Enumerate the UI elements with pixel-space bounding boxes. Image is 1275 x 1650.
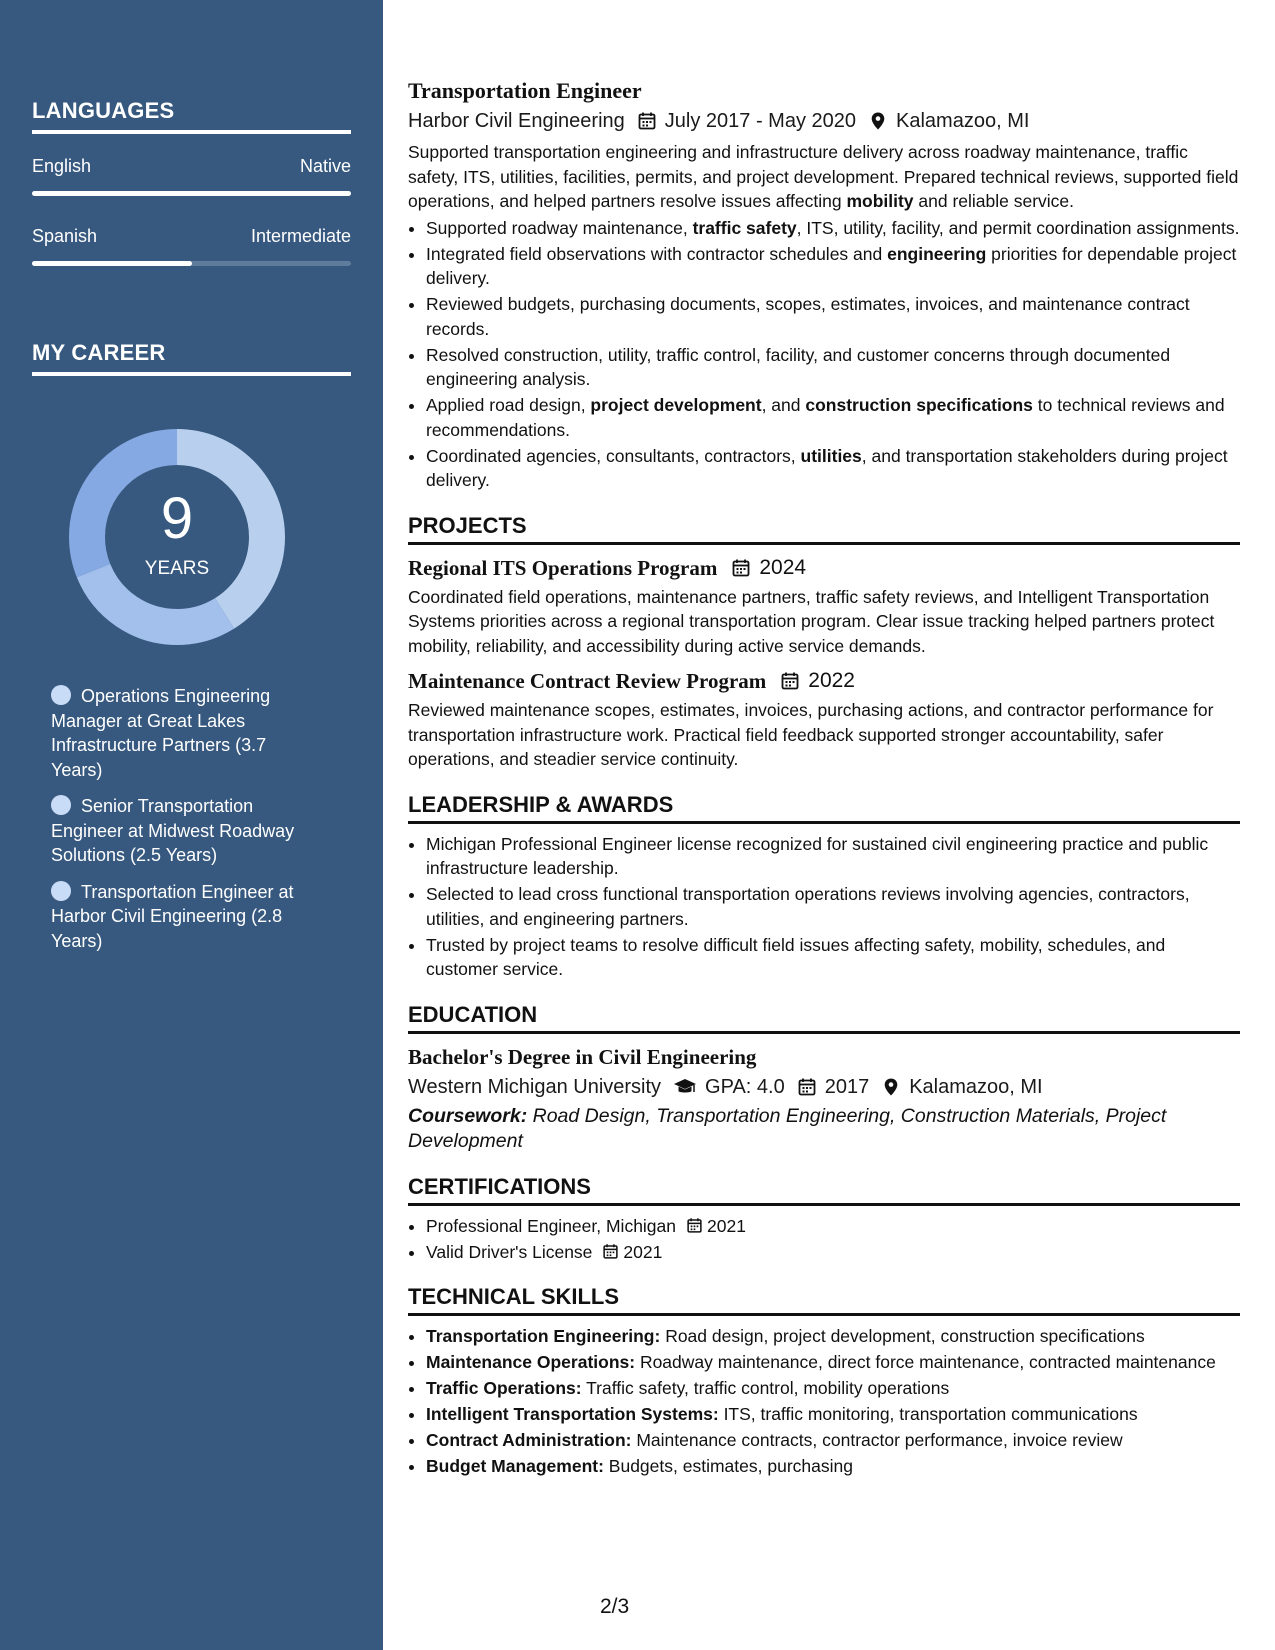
skill-label: Traffic Operations:	[426, 1378, 582, 1398]
career-item-text: Transportation Engineer at Harbor Civil Engineering (2.8 Years)	[51, 881, 294, 951]
skill-value: Roadway maintenance, direct force maintenance, contracted maintenance	[635, 1352, 1216, 1372]
job-bullet	[426, 393, 1240, 442]
calendar-icon	[780, 671, 800, 691]
leadership-heading: LEADERSHIP & AWARDS	[408, 792, 1240, 824]
bullet-keyword: utilities	[800, 445, 862, 466]
certification-item	[426, 1214, 1240, 1239]
certification-name: • Valid Driver's License	[426, 1241, 593, 1262]
project-year: 2024	[759, 555, 807, 579]
skill-item	[426, 1402, 1240, 1427]
calendar-icon	[637, 111, 657, 131]
skill-label: Transportation Engineering:	[426, 1326, 661, 1346]
graduation-cap-icon	[673, 1077, 697, 1097]
project-name: Regional ITS Operations Program	[408, 555, 718, 580]
languages-section	[32, 98, 351, 266]
job-bullets	[408, 216, 1240, 493]
skill-item	[426, 1350, 1240, 1375]
project-name: Maintenance Contract Review Program	[408, 669, 767, 693]
job-dates: July 2017 - May 2020	[664, 110, 857, 132]
skills-heading: TECHNICAL SKILLS	[408, 1284, 1240, 1316]
experience-entry	[408, 76, 1240, 493]
career-list	[51, 684, 321, 965]
leadership-section	[408, 792, 1240, 982]
location-pin-icon	[868, 111, 888, 131]
language-name: English	[32, 156, 92, 176]
project-description: Coordinated field operations, maintenance partners, traffic safety reviews, and Intelligent Transportation Systems priorities across a regional transportation program. Clear issue tracking helped partners protect mobility, reliability, and accessibility during active service demands.	[408, 586, 1215, 656]
leadership-list	[408, 832, 1240, 982]
bullet-keyword: traffic safety	[692, 217, 797, 238]
bullet-text: Supported roadway maintenance,	[426, 217, 693, 238]
education-section	[408, 1002, 1240, 1154]
skill-label: Contract Administration:	[426, 1430, 632, 1450]
job-bullet	[426, 444, 1240, 493]
bullet-text: Resolved construction, utility, traffic control, facility, and customer concerns through documented engineering analysis.	[426, 344, 1171, 389]
career-item-text: Senior Transportation Engineer at Midwest Roadway Solutions (2.5 Years)	[51, 796, 295, 865]
job-bullet	[426, 343, 1240, 392]
gpa: GPA: 4.0	[705, 1075, 785, 1098]
certifications-heading: CERTIFICATIONS	[408, 1174, 1240, 1206]
bullet-keyword: engineering	[887, 243, 987, 264]
calendar-icon	[686, 1217, 703, 1234]
leadership-item: • Selected to lead cross functional transportation operations reviews involving agencies, contractors, utilities, and engineering partners.	[426, 882, 1240, 931]
bullet-dot-icon	[51, 881, 71, 901]
skill-item	[426, 1376, 1240, 1401]
language-row-spanish	[32, 226, 351, 247]
calendar-icon	[602, 1243, 619, 1260]
skills-list	[408, 1324, 1240, 1479]
bullet-dot-icon	[51, 685, 71, 705]
skills-section	[408, 1284, 1240, 1479]
main-content	[408, 76, 1240, 1480]
summary-keyword: mobility	[846, 191, 914, 211]
skill-label: Maintenance Operations:	[426, 1352, 636, 1372]
career-section	[32, 340, 351, 376]
calendar-icon	[797, 1077, 817, 1097]
skill-value: Road design, project development, construction specifications	[660, 1326, 1145, 1346]
certifications-list	[408, 1214, 1240, 1265]
bullet-text: priorities for dependable project delivery.	[426, 243, 1237, 288]
skill-item	[426, 1324, 1240, 1349]
projects-section	[408, 513, 1240, 772]
career-total-years: 9	[160, 486, 194, 551]
language-level: Native	[299, 156, 351, 176]
project-header	[408, 553, 1240, 583]
sidebar	[0, 0, 383, 1650]
bullet-keyword: construction specifications	[805, 395, 1033, 415]
bullet-text: Reviewed budgets, purchasing documents, scopes, estimates, invoices, and maintenance contract records.	[426, 294, 1190, 339]
bullet-text: , and	[761, 395, 806, 415]
certification-item	[426, 1240, 1240, 1265]
career-donut-chart	[64, 424, 290, 650]
location-pin-icon	[881, 1077, 901, 1097]
language-level: Intermediate	[250, 226, 351, 246]
job-meta	[408, 106, 1240, 136]
job-bullet	[426, 242, 1240, 291]
page-number: 2/3	[600, 1595, 630, 1618]
skill-item	[426, 1428, 1240, 1453]
coursework-label: Coursework:	[408, 1104, 528, 1127]
graduation-year: 2017	[824, 1075, 870, 1098]
project-header	[408, 666, 1240, 696]
languages-heading: LANGUAGES	[32, 98, 351, 134]
language-proficiency-fill	[32, 191, 351, 196]
language-proficiency-fill	[32, 261, 192, 266]
career-item-text: Operations Engineering Manager at Great Lakes Infrastructure Partners (3.7 Years)	[51, 686, 271, 780]
degree-name: Bachelor's Degree in Civil Engineering	[408, 1044, 757, 1069]
career-item	[51, 794, 321, 868]
skill-value: Traffic safety, traffic control, mobility operations	[581, 1378, 950, 1398]
school-location: Kalamazoo, MI	[909, 1075, 1043, 1098]
leadership-item: • Michigan Professional Engineer license recognized for sustained civil engineering practice and public infrastructure leadership.	[426, 832, 1240, 881]
skill-value: ITS, traffic monitoring, transportation communications	[718, 1404, 1138, 1424]
projects-heading: PROJECTS	[408, 513, 1240, 545]
education-heading: EDUCATION	[408, 1002, 1240, 1034]
job-title: Transportation Engineer	[408, 78, 642, 103]
language-name: Spanish	[32, 226, 98, 246]
language-row-english	[32, 156, 351, 177]
bullet-text: , and transportation stakeholders during project delivery.	[426, 445, 1228, 490]
bullet-text: to technical reviews and recommendations.	[426, 395, 1225, 440]
summary-text: and reliable service.	[913, 191, 1075, 211]
skill-item	[426, 1454, 1240, 1479]
coursework-list: Road Design, Transportation Engineering, Construction Materials, Project Development	[408, 1104, 1167, 1152]
job-bullet	[426, 216, 1240, 241]
bullet-dot-icon	[51, 795, 71, 815]
bullet-text: Applied road design,	[426, 395, 591, 415]
company-name: Harbor Civil Engineering	[408, 110, 625, 132]
job-location: Kalamazoo, MI	[896, 110, 1030, 132]
coursework	[408, 1104, 1240, 1154]
skill-label: Intelligent Transportation Systems:	[426, 1404, 719, 1424]
bullet-text: , ITS, utility, facility, and permit coordination assignments.	[796, 217, 1240, 238]
certifications-section	[408, 1174, 1240, 1265]
bullet-text: Integrated field observations with contractor schedules and	[426, 243, 888, 264]
language-proficiency-bar	[32, 191, 351, 196]
education-meta	[408, 1072, 1240, 1102]
project-year: 2022	[808, 669, 855, 692]
leadership-item: • Trusted by project teams to resolve difficult field issues affecting safety, mobility, schedules, and customer service.	[426, 933, 1240, 982]
school-name: Western Michigan University	[408, 1075, 662, 1098]
bullet-keyword: project development	[590, 395, 762, 415]
certification-year: 2021	[707, 1215, 746, 1236]
certification-name: • Professional Engineer, Michigan	[426, 1215, 677, 1236]
skill-label: Budget Management:	[426, 1456, 604, 1476]
calendar-icon	[731, 558, 751, 578]
career-item	[51, 880, 321, 954]
skill-value: Budgets, estimates, purchasing	[603, 1456, 853, 1476]
job-summary	[408, 140, 1240, 214]
bullet-text: Coordinated agencies, consultants, contractors,	[426, 445, 801, 466]
summary-text: Supported transportation engineering and infrastructure delivery across roadway maintenance, traffic safety, ITS, utilities, facilities, permits, and project development. Prepared technical reviews, supported field operations, and helped partners resolve issues affecting	[408, 142, 1239, 211]
job-bullet	[426, 292, 1240, 341]
certification-year: 2021	[623, 1241, 663, 1262]
project-description: Reviewed maintenance scopes, estimates, invoices, purchasing actions, and contractor performance for transportation infrastructure work. Practical field feedback supported stronger accountability, safer operations, and steadier service continuity.	[408, 700, 1214, 769]
language-proficiency-bar	[32, 261, 351, 266]
career-heading: MY CAREER	[32, 340, 351, 376]
skill-value: Maintenance contracts, contractor performance, invoice review	[631, 1430, 1123, 1450]
career-years-unit: YEARS	[144, 558, 210, 579]
career-item	[51, 684, 321, 782]
